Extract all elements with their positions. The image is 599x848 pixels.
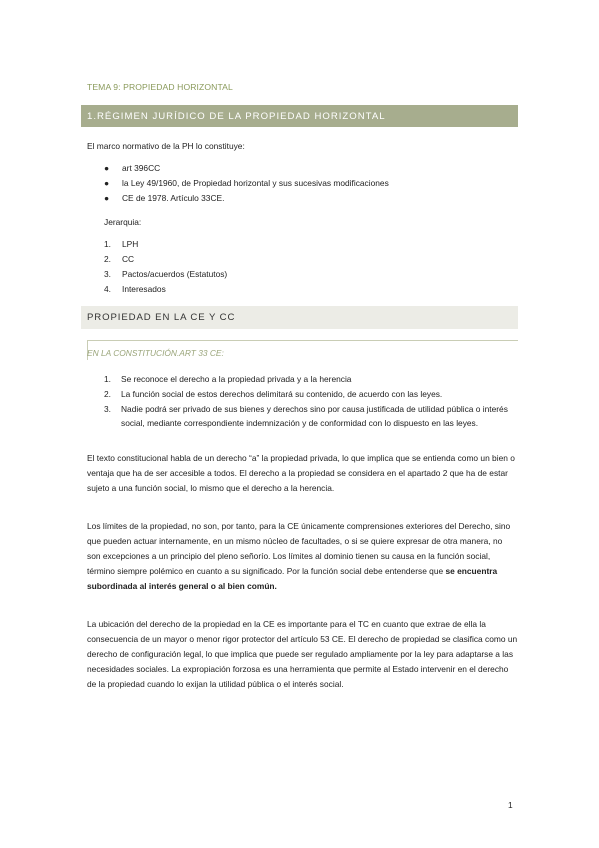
article-item-text: Nadie podrá ser privado de sus bienes y derechos sino por causa justificada de utilidad pública o interés social, mediante correspondiente indemnización y de conformidad con lo dispuesto en las leyes. bbox=[121, 404, 508, 428]
paragraph-derecho-propiedad: El texto constitucional habla de un derecho “a” la propiedad privada, lo que implica que se entienda como un bien o ventaja que ha de ser accesible a todos. El derecho a la propiedad se considera en el apartado 2 que ha de estar sujeto a una función social, lo mismo que el derecho a la herencia. bbox=[87, 453, 515, 493]
article-item: 3. Nadie podrá ser privado de sus bienes y derechos sino por causa justificada de utilidad pública o interés social, mediante correspondiente indemnización y de conformidad con lo dispuesto en las leyes. bbox=[104, 402, 518, 444]
hierarchy-label: Jerarquia: bbox=[104, 217, 142, 227]
paragraph-limites-propiedad bbox=[87, 519, 518, 594]
list-item-text: art 396CC bbox=[122, 163, 161, 173]
bullet-icon: ● bbox=[104, 178, 110, 188]
hierarchy-item: 3. Pactos/acuerdos (Estatutos) bbox=[104, 269, 228, 279]
hierarchy-item: 1. LPH bbox=[104, 239, 139, 249]
hierarchy-item-text: Pactos/acuerdos (Estatutos) bbox=[122, 269, 228, 279]
article-item-text: Se reconoce el derecho a la propiedad privada y a la herencia bbox=[121, 374, 352, 384]
hierarchy-item-text: CC bbox=[122, 254, 135, 264]
page-number: 1 bbox=[508, 800, 513, 810]
section-heading-regimen bbox=[81, 105, 518, 127]
hierarchy-item-text: Interesados bbox=[122, 284, 166, 294]
subheading-constitucion: EN LA CONSTITUCIÓN.ART 33 CE: bbox=[87, 348, 224, 358]
article-item-text: La función social de estos derechos delimitará su contenido, de acuerdo con las leyes. bbox=[121, 389, 443, 399]
hierarchy-item: 4. Interesados bbox=[104, 284, 166, 294]
topic-title: TEMA 9: PROPIEDAD HORIZONTAL bbox=[87, 82, 233, 92]
list-item bbox=[104, 161, 504, 175]
intro-text: El marco normativo de la PH lo constituye: bbox=[87, 141, 245, 151]
bullet-icon: ● bbox=[104, 193, 110, 203]
section-heading-propiedad-text: PROPIEDAD EN LA CE Y CC bbox=[87, 312, 236, 323]
list-item bbox=[104, 191, 504, 205]
paragraph-limites-bold: se encuentra subordinada al interés general o al bien común. bbox=[87, 566, 498, 591]
paragraph-ubicacion-derecho: La ubicación del derecho de la propiedad en la CE es importante para el TC en cuanto que extrae de ella la consecuencia de un mayor o menor rigor protector del artículo 53 CE. El derecho de propiedad se clasifica como un derecho de configuración legal, lo que implica que puede ser regulado ampliamente por la ley para adaptarse a las necesidades sociales. La expropiación forzosa es una herramienta que permite al Estado intervenir en el derecho de la propiedad cuando lo exijan la utilidad pública o el interés social. bbox=[87, 619, 518, 689]
section-heading-regimen-text: 1.RÉGIMEN JURÍDICO DE LA PROPIEDAD HORIZONTAL bbox=[87, 110, 386, 122]
article-item: 2. La función social de estos derechos delimitará su contenido, de acuerdo con las leyes. bbox=[104, 387, 518, 401]
bullet-icon: ● bbox=[104, 163, 110, 173]
hierarchy-item: 2. CC bbox=[104, 254, 135, 264]
paragraph-limites-text: Los límites de la propiedad, no son, por tanto, para la CE únicamente comprensiones exteriores del Derecho, sino que pueden actuar internamente, en un mismo núcleo de facultades, o si se quiere expresar de otra manera, no son excepciones a un principio del pleno señorío. Los límites al dominio tienen su causa en la función social, término siempre polémico en cuanto a su significado. Por la función social debe entenderse que bbox=[87, 521, 511, 576]
list-item-text: CE de 1978. Artículo 33CE. bbox=[122, 193, 225, 203]
article-item: 1. Se reconoce el derecho a la propiedad privada y a la herencia bbox=[104, 372, 518, 386]
subheading-rule bbox=[87, 340, 518, 341]
list-item-text: la Ley 49/1960, de Propiedad horizontal y sus sucesivas modificaciones bbox=[122, 178, 389, 188]
hierarchy-item-text: LPH bbox=[122, 239, 139, 249]
section-heading-propiedad bbox=[81, 306, 518, 329]
list-item bbox=[104, 176, 504, 190]
